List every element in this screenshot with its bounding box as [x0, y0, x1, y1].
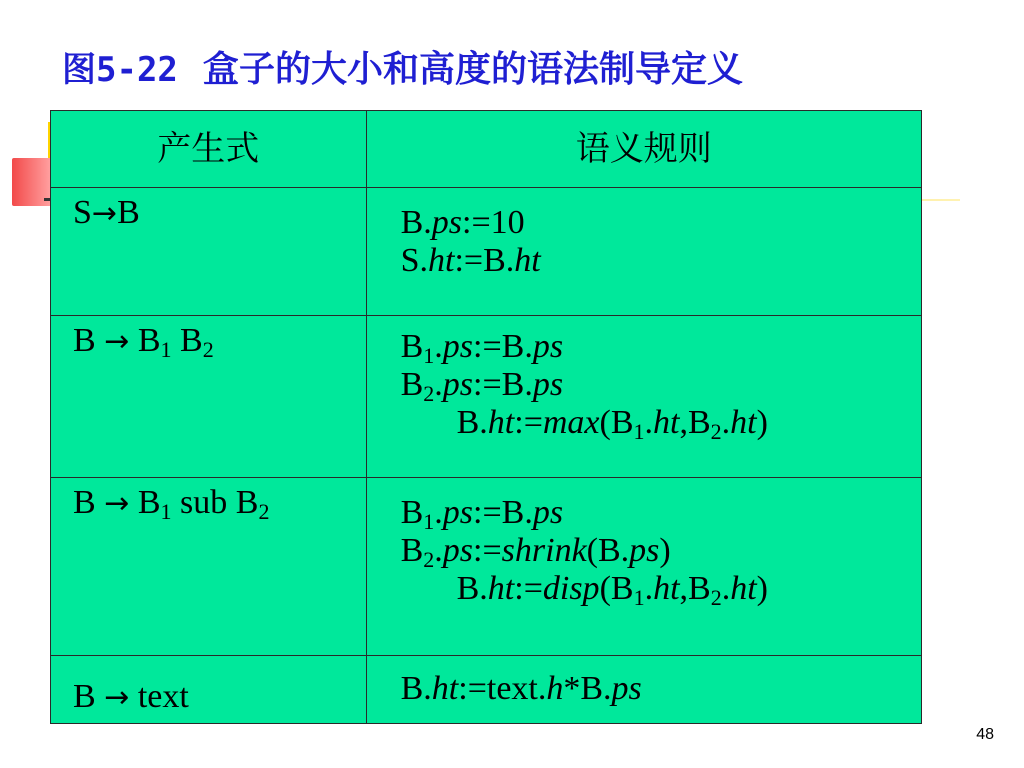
- production-cell: $B \to B_1$ sub $B_2$: [51, 478, 367, 656]
- semantic-rule: B.ps:=10: [400, 204, 525, 241]
- production-cell: $B \to B_1$ $B_2$: [51, 316, 367, 478]
- header-production: 产生式: [51, 111, 367, 188]
- table-row: [51, 656, 922, 724]
- figure-number: 图5-22: [62, 50, 178, 90]
- production-lhs: B: [73, 678, 96, 715]
- semantic-rules-cell: [366, 316, 921, 478]
- table-header-row: [51, 111, 922, 188]
- arrow-icon: →: [91, 196, 118, 231]
- semantic-rules-cell: [366, 656, 921, 724]
- slide-title: [62, 46, 743, 94]
- semantic-rule: $B.ht:=\max(B_1.ht,B_2.ht)$: [456, 404, 768, 444]
- production-lhs: S: [73, 194, 92, 231]
- production-cell: [51, 188, 367, 316]
- table-row: [51, 316, 922, 478]
- production-rhs: B: [117, 194, 140, 231]
- header-semantic-rules: 语义规则: [366, 111, 921, 188]
- semantic-rules-cell: [366, 478, 921, 656]
- production-cell: [51, 656, 367, 724]
- arrow-icon: →: [104, 486, 130, 521]
- table-row: [51, 188, 922, 316]
- semantic-rule: $B_1.ps:=B.ps$: [400, 328, 564, 368]
- sdd-table: [50, 110, 922, 724]
- semantic-rule: $B.ht:=disp(B_1.ht,B_2.ht)$: [456, 570, 768, 610]
- semantic-rule: B.ht:=text.h*B.ps: [400, 670, 642, 707]
- semantic-rules-cell: [366, 188, 921, 316]
- semantic-rule: $B_1.ps:=B.ps$: [400, 494, 564, 534]
- semantic-rule: $B_2.ps:=B.ps$: [400, 366, 564, 406]
- arrow-icon: →: [104, 324, 130, 359]
- page-number: 48: [976, 726, 994, 743]
- table-row: [51, 478, 922, 656]
- semantic-rule: S.ht:=B.ht: [400, 242, 541, 279]
- semantic-rule: $B_2.ps:=shrink(B.ps)$: [400, 532, 671, 572]
- title-text: 盒子的大小和高度的语法制导定义: [202, 49, 743, 90]
- production-rhs: text: [137, 678, 189, 715]
- arrow-icon: →: [104, 680, 130, 715]
